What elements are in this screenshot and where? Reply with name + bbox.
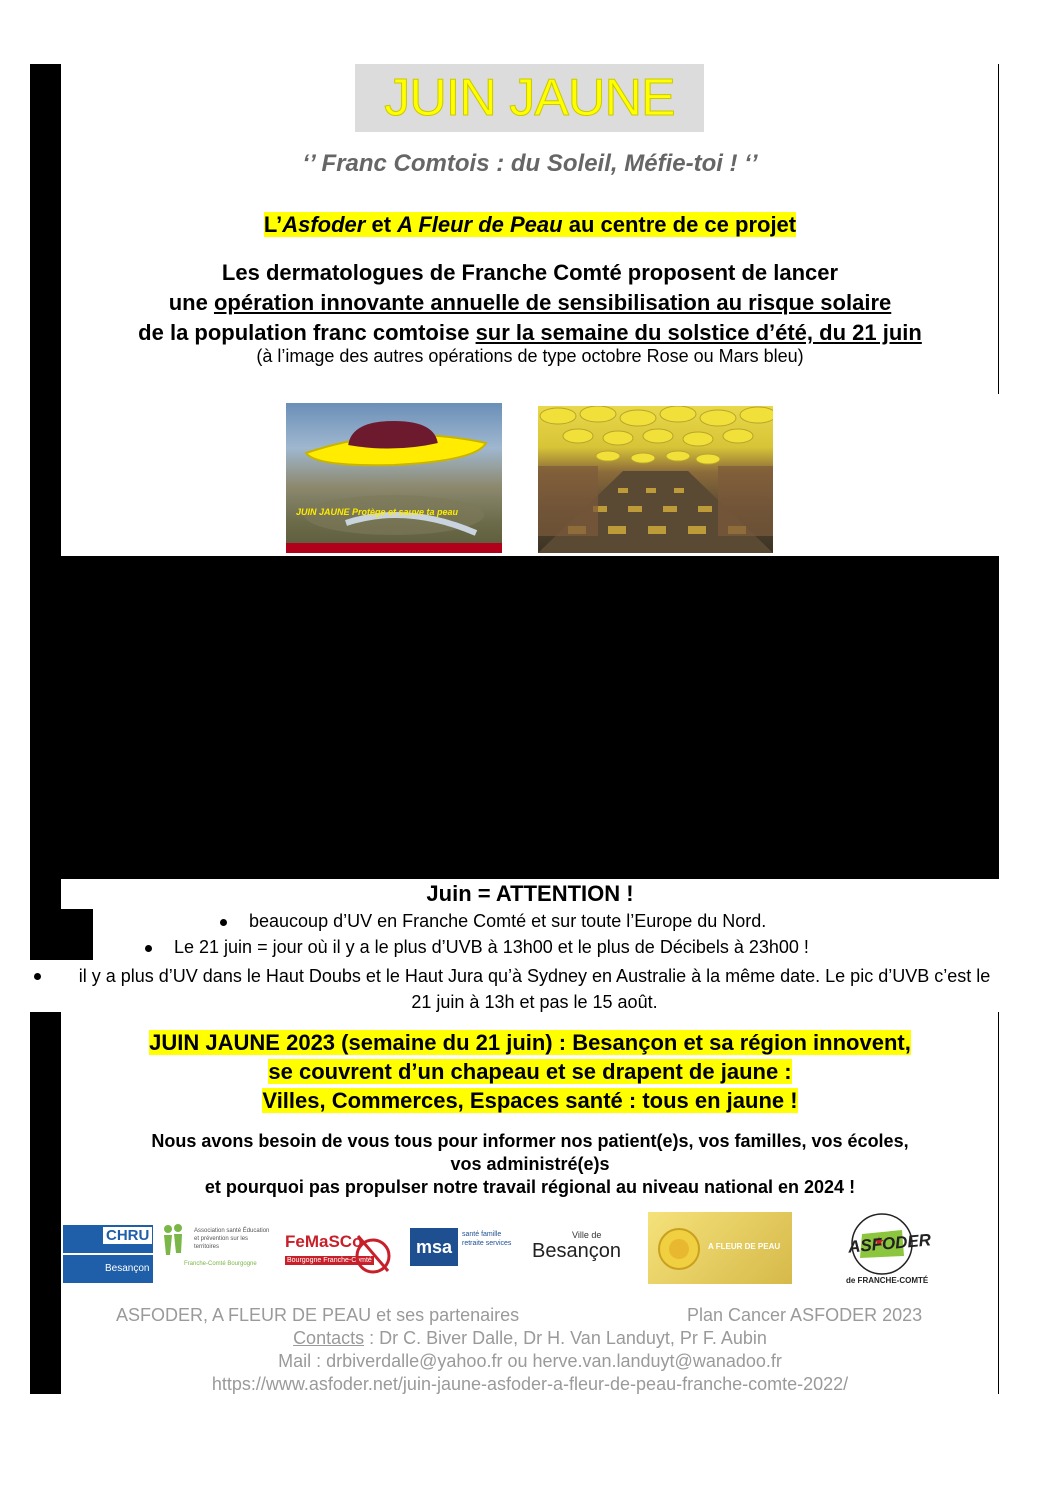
left-black-notch xyxy=(30,909,93,960)
msa-logo xyxy=(410,1228,515,1270)
ville-besancon-logo xyxy=(532,1228,627,1274)
photo-yellow-hat-city xyxy=(286,403,502,553)
footer-contacts-label: Contacts xyxy=(293,1328,365,1348)
femasco-logo-subtext: Bourgogne Franche-Comté xyxy=(287,1257,372,1264)
partners-highlight xyxy=(264,212,796,237)
msa-logo-text: msa xyxy=(410,1228,458,1266)
chru-logo-text: CHRU xyxy=(103,1227,152,1244)
femasco-logo-text: FeMaSCo xyxy=(285,1232,363,1251)
femasco-graphic-icon xyxy=(353,1226,393,1276)
intro-line-2 xyxy=(60,288,1000,318)
people-icon xyxy=(160,1223,190,1257)
call-line-1: Nous avons besoin de vous tous pour informer nos patient(e)s, vos familles, vos écoles, xyxy=(151,1131,909,1151)
bullet-icon xyxy=(34,973,41,980)
intro-line-1: Les dermatologues de Franche Comté proposent de lancer xyxy=(221,260,839,285)
ville-logo-text: Besançon xyxy=(532,1240,621,1262)
juin-jaune-line-1 xyxy=(60,1028,1000,1057)
intro-line-3 xyxy=(60,318,1000,348)
juin-jaune-line-3 xyxy=(60,1086,1000,1115)
footer-plan: Plan Cancer ASFODER 2023 xyxy=(687,1305,923,1325)
photo-yellow-umbrella-street xyxy=(538,406,773,553)
footer-partners: ASFODER, A FLEUR DE PEAU et ses partenaires xyxy=(116,1305,520,1325)
association-logo-text: Association santé Éducation et prévention sur les territoires xyxy=(194,1228,270,1250)
sun-icon xyxy=(654,1224,704,1274)
partners-suffix: au centre de ce projet xyxy=(562,212,797,237)
asfoder-logo xyxy=(832,1212,932,1288)
footer-mail: Mail : drbiverdalle@yahoo.fr ou herve.van.landuyt@wanadoo.fr xyxy=(278,1351,782,1371)
hat-illustration xyxy=(286,403,502,553)
attention-bullet-1-text: beaucoup d’UV en Franche Comté et sur toute l’Europe du Nord. xyxy=(249,911,767,931)
a-fleur-de-peau-logo xyxy=(648,1212,792,1284)
association-sante-logo xyxy=(160,1223,270,1275)
umbrella-street-illustration xyxy=(538,406,773,553)
call-to-action xyxy=(60,1130,1000,1199)
footer-url-link[interactable]: https://www.asfoder.net/juin-jaune-asfoder-a-fleur-de-peau-franche-comte-2022/ xyxy=(211,1374,849,1394)
chru-besancon-logo xyxy=(63,1225,153,1283)
bullet-icon xyxy=(220,919,227,926)
juin-jaune-line-2-text: se couvrent d’un chapeau et se drapent de jaune : xyxy=(268,1059,792,1084)
asfoder-name: Asfoder xyxy=(282,212,366,237)
partners-and: et xyxy=(365,212,398,237)
attention-bullet-3 xyxy=(34,963,998,1015)
juin-jaune-line-2 xyxy=(60,1057,1000,1086)
intro-note: (à l’image des autres opérations de type octobre Rose ou Mars bleu) xyxy=(256,346,804,366)
footer-contacts xyxy=(60,1328,1000,1349)
msa-logo-subtext: santé famille retraite services xyxy=(462,1231,512,1247)
intro-line-2-underlined: opération innovante annuelle de sensibilisation au risque solaire xyxy=(213,290,892,315)
afleur-logo-text: A FLEUR DE PEAU xyxy=(708,1242,781,1251)
afleur-name: A Fleur de Peau xyxy=(397,212,563,237)
footer-contacts-text: : Dr C. Biver Dalle, Dr H. Van Landuyt, Pr F. Aubin xyxy=(364,1328,767,1348)
bullet-icon xyxy=(145,945,152,952)
femasco-logo xyxy=(283,1222,396,1287)
juin-jaune-line-3-text: Villes, Commerces, Espaces santé : tous en jaune ! xyxy=(262,1088,798,1113)
chru-logo-subtext: Besançon xyxy=(105,1263,150,1274)
left-black-bar-top xyxy=(30,64,61,560)
association-logo-subtext: Franche-Comté Bourgogne xyxy=(184,1261,257,1267)
intro-line-3-underlined: sur la semaine du solstice d’été, du 21 juin xyxy=(475,320,922,345)
attention-bullet-2-text: Le 21 juin = jour où il y a le plus d’UVB à 13h00 et le plus de Décibels à 23h00 ! xyxy=(174,937,809,957)
partners-prefix: L’ xyxy=(263,212,283,237)
attention-bullet-2 xyxy=(145,937,809,958)
chru-logo-stripe xyxy=(63,1253,153,1255)
left-black-bar-mid xyxy=(30,878,61,910)
partners-line xyxy=(60,212,1000,238)
intro-paragraph xyxy=(60,258,1000,348)
asfoder-logo-text: ASFODER xyxy=(847,1230,932,1257)
call-line-3: et pourquoi pas propulser notre travail régional au niveau national en 2024 ! xyxy=(204,1177,856,1197)
attention-bullet-3-text: il y a plus d’UV dans le Haut Doubs et le Haut Jura qu’à Sydney en Australie à la même date. Le pic d’UVB c’est le 21 juin à 13h et pas le 15 août. xyxy=(78,966,991,1012)
black-block-middle xyxy=(30,556,999,879)
photo-hat-caption: JUIN JAUNE Protège et sauve ta peau xyxy=(296,507,459,517)
intro-line-3-prefix: de la population franc comtoise xyxy=(138,320,476,345)
page-title: JUIN JAUNE xyxy=(384,69,675,127)
ville-logo-label: Ville de xyxy=(572,1230,602,1240)
left-black-bar-bottom xyxy=(30,1012,61,1394)
asfoder-logo-subtext: de FRANCHE-COMTÉ xyxy=(846,1276,929,1285)
juin-jaune-announcement xyxy=(60,1028,1000,1115)
title-banner xyxy=(355,64,704,132)
call-line-2: vos administré(e)s xyxy=(450,1154,610,1174)
intro-line-2-prefix: une xyxy=(168,290,214,315)
slogan: ‘’ Franc Comtois : du Soleil, Méfie-toi ! ‘’ xyxy=(302,150,758,177)
attention-title: Juin = ATTENTION ! xyxy=(426,881,634,906)
juin-jaune-line-1-text: JUIN JAUNE 2023 (semaine du 21 juin) : Besançon et sa région innovent, xyxy=(149,1030,911,1055)
attention-bullet-1 xyxy=(220,911,766,932)
